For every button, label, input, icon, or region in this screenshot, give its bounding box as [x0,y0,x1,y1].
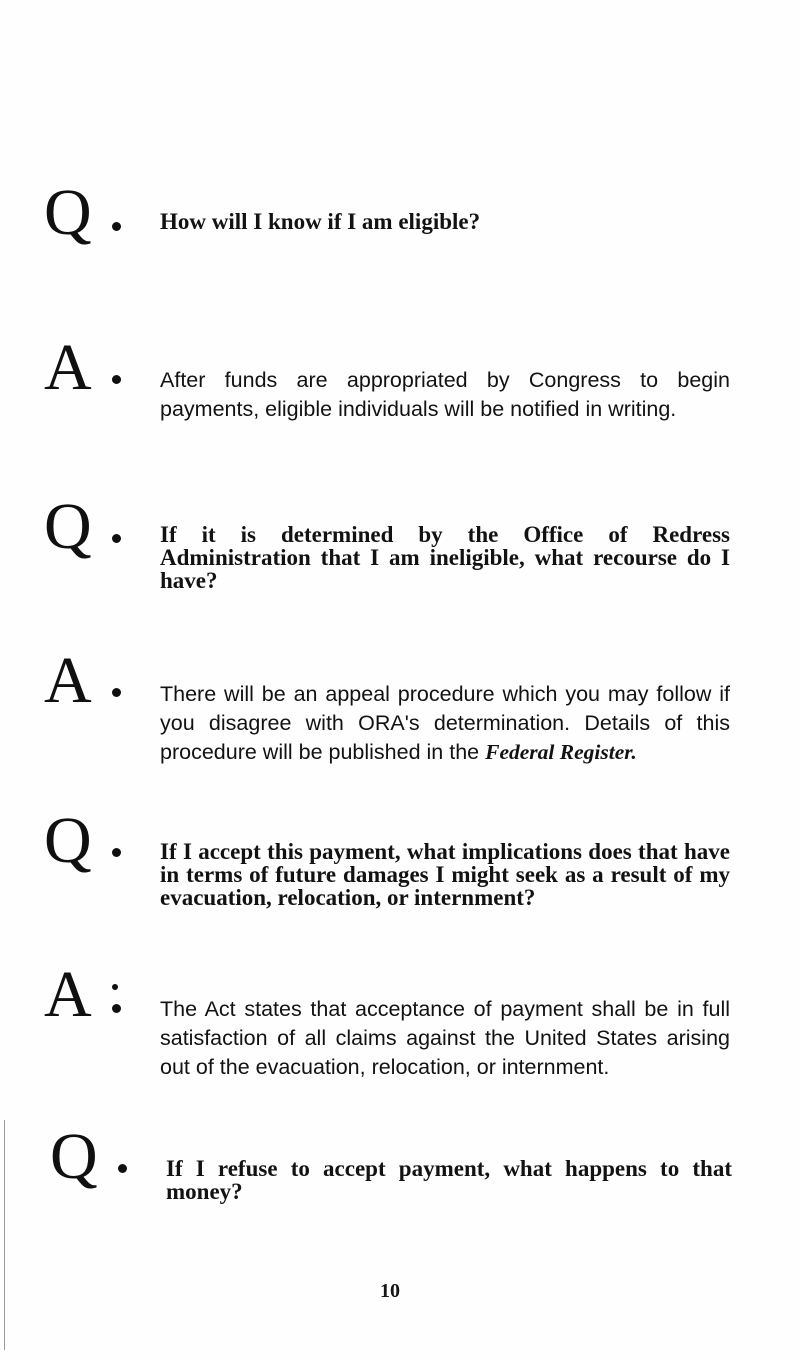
answer-marker: A [44,962,144,1028]
question-text: If I accept this payment, what implications does that have in terms of future damages I might seek as a result of my evacuation, relocation, or internment? [160,839,730,910]
answer-text: After funds are appropriated by Congress to begin payments, eligible individuals will be notified in writing. [160,368,730,421]
marker-dot [112,375,121,384]
scan-edge-line [4,1120,5,1350]
question-marker: Q [50,1124,150,1190]
answer-marker: A [44,335,144,401]
question-marker: Q [44,494,144,560]
marker-dot [112,688,121,697]
publication-title: Federal Register. [485,740,637,764]
marker-dot [112,534,121,543]
marker-dot [118,1164,127,1173]
answer-marker: A [44,648,144,714]
answer-text: There will be an appeal procedure which you may follow if you disagree with ORA's determination. Details of this procedure will be published in the Federal Register. [160,682,730,764]
question-text: If I refuse to accept payment, what happens to that money? [166,1156,732,1204]
question-text: How will I know if I am eligible? [160,209,481,234]
marker-dot [112,222,121,231]
marker-dot [112,848,121,857]
marker-dot [112,984,118,990]
marker-dot [112,1004,121,1013]
question-marker: Q [44,180,144,246]
question-marker: Q [44,808,144,874]
page-number: 10 [380,1280,400,1302]
question-text: If it is determined by the Office of Redress Administration that I am ineligible, what recourse do I have? [160,522,730,593]
answer-text: The Act states that acceptance of payment shall be in full satisfaction of all claims against the United States arising out of the evacuation, relocation, or internment. [160,997,730,1079]
